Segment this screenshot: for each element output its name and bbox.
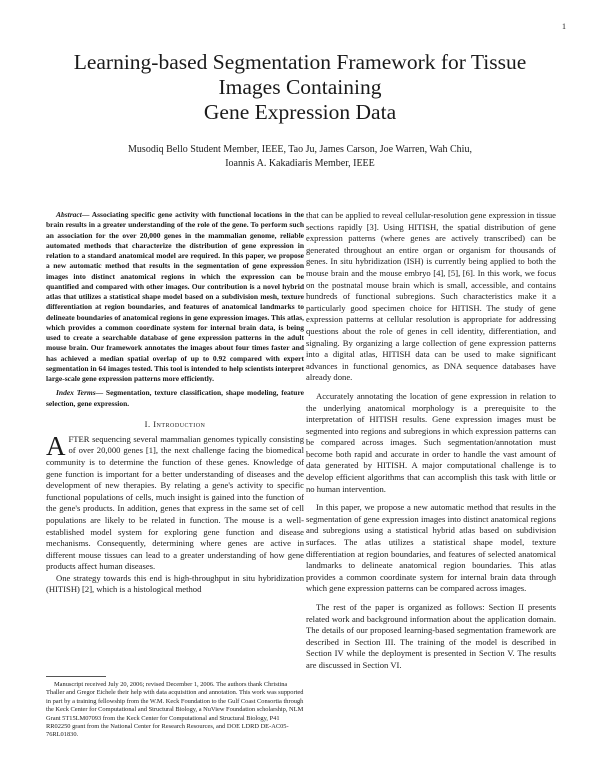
right-paragraph-1: that can be applied to reveal cellular-resolution gene expression in tissue sections rapidly [3]. Using HITISH, the spatial distribution of gene expression patterns (where genes are actively transcribed) can be generated throughout an entire organ or organism for thousands of genes. In situ hybridization (ISH) is currently being applied to both the mouse brain and the mouse embryo [4], [5], [6]. In this work, we focus on the postnatal mouse brain which is small, accessible, and contains hundreds of functional subregions. Such characteristics make it a particularly good specimen choice for HITISH. The study of gene expression patterns at cellular resolution is appropriate for addressing questions about the role of genes in cell identity, differentiation, and signaling. By organizing a large collection of gene expression patterns into a digital atlas, HITISH data can be used to make significant advances in functional genomics, as DNA sequence databases have already done. bbox=[306, 210, 556, 383]
title-line-2: Images Containing bbox=[218, 75, 382, 99]
index-terms bbox=[46, 388, 304, 409]
footnote: Manuscript received July 20, 2006; revised December 1, 2006. The authors thank Christina Thaller and Gregor Eichele their help with data acquisition and annotation. This work was supported in part by a training fellowship from the W.M. Keck Foundation to the Gulf Coast Consortia through the Keck Center for Computational and Structural Biology, a NuView Foundation scholarship, NLM Grant 5T15LM07093 from the Keck Center for Computational and Structural Biology, P41 RR02250 grant from the National Center for Research Resources, and DOE LDRD DE-AC05-76RL01830. bbox=[46, 681, 304, 739]
page-number: 1 bbox=[562, 22, 566, 31]
section-heading-introduction: I. Introduction bbox=[144, 418, 206, 429]
authors-line-1: Musodiq Bello Student Member, IEEE, Tao Ju, James Carson, Joe Warren, Wah Chiu, bbox=[128, 144, 472, 155]
right-paragraph-4: The rest of the paper is organized as follows: Section II presents related work and background information about the application domain. The details of our proposed learning-based segmentation framework are described in Section III. The training of the model is described in Section IV while the deployment is presented in Section V. The results are discussed in Section VI. bbox=[306, 602, 556, 670]
intro-paragraph-2: One strategy towards this end is high-throughput in situ hybridization (HITISH) [2], which is a histological method bbox=[46, 572, 304, 595]
drop-cap: A bbox=[46, 430, 66, 461]
left-column bbox=[46, 210, 304, 596]
authors-line-2: Ioannis A. Kakadiaris Member, IEEE bbox=[225, 158, 375, 169]
intro-paragraph-1 bbox=[46, 430, 304, 573]
abstract-lead: Abstract bbox=[56, 210, 82, 219]
abstract bbox=[46, 210, 304, 384]
footnote-rule bbox=[46, 676, 106, 677]
author-list bbox=[20, 143, 580, 171]
index-terms-lead: Index Terms bbox=[56, 388, 96, 398]
paper-title bbox=[20, 50, 580, 125]
index-terms-text: — Segmentation, texture classification, shape modeling, feature selection, gene expression. bbox=[46, 388, 304, 408]
right-paragraph-3: In this paper, we propose a new automatic method that results in the segmentation of gene expression images into distinct anatomical regions and subregions using a statistical hybrid atlas based on subdivision surfaces. The atlas utilizes a statistical shape model, texture differentiation at region boundaries, and features of selected anatomical landmarks to delineate anatomical region boundaries. This atlas provides a common coordinate system for internal brain data through which gene expression patterns can be compared across images. bbox=[306, 502, 556, 594]
right-column bbox=[306, 210, 556, 679]
intro-paragraph-1-text: FTER sequencing several mammalian genomes typically consisting of over 20,000 genes [1], the next challenge facing the biomedical community is to determine the function of these genes. Knowledge of gene function is important for a better understanding of diseases and the development of new therapies. By relating a gene's activity to specific functional populations of cells, much insight is gained into the function of the gene's products. In addition, genes that express in the same set of cell populations are likely to be related in function. The mouse is a well-established model system for exploring gene function and disease mechanisms. Consequently, determining where genes are active in different mouse tissues can lead to a greater understanding of how gene products affect human diseases. bbox=[46, 433, 304, 572]
title-line-1: Learning-based Segmentation Framework for Tissue bbox=[73, 50, 527, 74]
title-line-3: Gene Expression Data bbox=[203, 100, 397, 124]
abstract-text: — Associating specific gene activity with functional locations in the brain results in a greater understanding of the role of the gene. To perform such an association for the over 20,000 genes in the mammalian genome, reliable automated methods that characterize the distribution of gene expression in relation to a standard anatomical model are required. In this paper, we propose a new automatic method that results in the segmentation of gene expression images into distinct anatomical regions in which the expression can be quantified and compared with other images. Our contribution is a novel hybrid atlas that utilizes a statistical shape model based on a subdivision mesh, texture differentiation at region boundaries, and features of anatomical landmarks to delineate boundaries of anatomical regions in gene expression images. This atlas, which provides a common coordinate system for internal brain data, is being used to create a searchable database of gene expression patterns in the adult mouse brain. Our framework annotates the images about four times faster and has achieved a median spatial overlap of up to 0.92 compared with expert segmentation in 64 images tested. This tool is intended to help scientists interpret large-scale gene expression patterns more efficiently. bbox=[46, 210, 304, 383]
right-paragraph-2: Accurately annotating the location of gene expression in relation to the underlying anatomical morphology is a prerequisite to the interpretation of HITISH results. Gene expression images must be segmented into regions and subregions in which expression patterns can be compared across images. Such segmentation/annotation must become both rapid and accurate in order to handle the vast amount of data generated by HITISH. A major computational challenge is to develop efficient algorithms that can accomplish this task with little or no human intervention. bbox=[306, 390, 556, 494]
